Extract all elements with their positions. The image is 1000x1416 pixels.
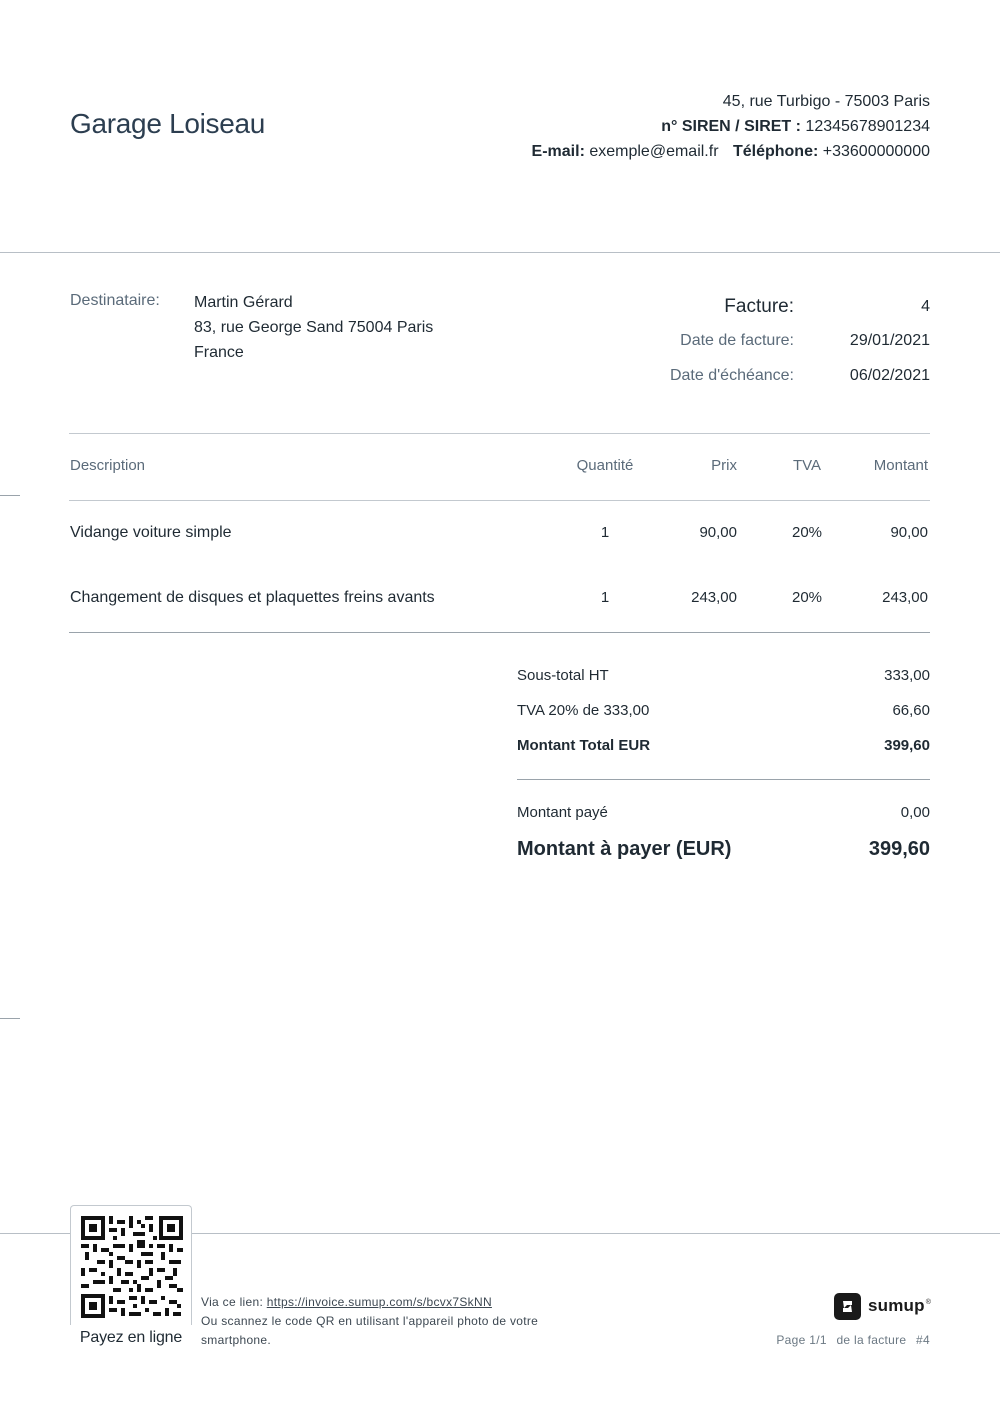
vat-label: TVA 20% de 333,00: [517, 702, 650, 719]
scan-instruction-line1: Ou scannez le code QR en utilisant l'appareil photo de votre: [201, 1314, 539, 1328]
invoice-due-row: [630, 367, 930, 393]
sumup-logo: [834, 1292, 931, 1320]
recipient-country: France: [194, 344, 244, 361]
row-amount: 243,00: [882, 589, 928, 606]
invoice-number: 4: [921, 298, 930, 315]
row-quantity: 1: [600, 524, 610, 541]
of-invoice-label: de la facture: [836, 1333, 907, 1347]
row-description: Vidange voiture simple: [70, 524, 232, 541]
table-header-divider: [69, 500, 930, 501]
fold-mark-bottom: [0, 1018, 20, 1019]
company-info: [532, 89, 930, 164]
page-info: [776, 1333, 930, 1347]
header-quantity: Quantité: [576, 457, 634, 474]
qr-code-panel[interactable]: [70, 1205, 192, 1325]
subtotal-value: 333,00: [884, 667, 930, 684]
recipient-street: 83, rue George Sand 75004 Paris: [194, 319, 434, 336]
header-description: Description: [70, 457, 146, 474]
registered-mark: ®: [925, 1299, 932, 1307]
payment-instructions: [201, 1293, 538, 1350]
sumup-logo-icon: [834, 1293, 861, 1320]
invoice-date: 29/01/2021: [849, 332, 930, 349]
row-tva: 20%: [791, 524, 823, 541]
via-prefix: Via ce lien:: [201, 1295, 264, 1309]
row-description: Changement de disques et plaquettes freins avants: [70, 589, 435, 606]
payment-link[interactable]: https://invoice.sumup.com/s/bcvx7SkNN: [266, 1295, 492, 1309]
invoice-number-label: Facture:: [724, 296, 794, 317]
table-bottom-divider: [69, 632, 930, 633]
table-top-divider: [69, 433, 930, 434]
scan-instruction-line2: smartphone.: [201, 1333, 272, 1347]
total-value: 399,60: [884, 737, 930, 754]
payment-link-line: [201, 1293, 538, 1312]
invoice-number-row: [630, 296, 930, 322]
header-amount: Montant: [873, 457, 928, 474]
invoice-due: 06/02/2021: [849, 367, 930, 384]
company-siren: [532, 114, 930, 139]
header-price: Prix: [711, 457, 737, 474]
brand-name: sumup®: [868, 1296, 932, 1315]
amount-due-value: 399,60: [868, 838, 930, 860]
recipient-address: [194, 290, 433, 365]
subtotal-label: Sous-total HT: [517, 667, 609, 684]
invoice-date-row: [630, 332, 930, 358]
row-price: 90,00: [699, 524, 737, 541]
company-name: Garage Loiseau: [70, 108, 266, 139]
total-label: Montant Total EUR: [517, 737, 651, 754]
row-quantity: 1: [600, 589, 610, 606]
email-label: E-mail:: [531, 143, 585, 160]
recipient-label: Destinataire:: [70, 292, 160, 309]
page-number: Page 1/1: [776, 1333, 827, 1347]
header-divider: [0, 252, 1000, 253]
email-value[interactable]: exemple@email.fr: [589, 143, 719, 160]
invoice-due-label: Date d'échéance:: [669, 367, 794, 384]
company-contact: [532, 139, 930, 164]
paid-label: Montant payé: [517, 804, 608, 821]
siren-label: n° SIREN / SIRET :: [661, 118, 801, 135]
pay-online-label: Payez en ligne: [79, 1329, 183, 1346]
phone-label: Téléphone:: [732, 143, 819, 160]
phone-value[interactable]: +33600000000: [822, 143, 930, 160]
siren-value: 12345678901234: [805, 118, 930, 135]
qr-code-icon[interactable]: [81, 1216, 183, 1318]
invoice-date-label: Date de facture:: [680, 332, 794, 349]
fold-mark-top: [0, 495, 20, 496]
row-tva: 20%: [791, 589, 823, 606]
row-amount: 90,00: [890, 524, 928, 541]
paid-value: 0,00: [900, 804, 930, 821]
company-address: 45, rue Turbigo - 75003 Paris: [722, 93, 930, 110]
recipient-name: Martin Gérard: [194, 294, 293, 311]
invoice-reference: #4: [916, 1333, 930, 1347]
row-price: 243,00: [691, 589, 737, 606]
amount-due-label: Montant à payer (EUR): [517, 838, 732, 860]
header-tva: TVA: [792, 457, 822, 474]
summary-divider: [517, 779, 930, 780]
vat-value: 66,60: [892, 702, 930, 719]
